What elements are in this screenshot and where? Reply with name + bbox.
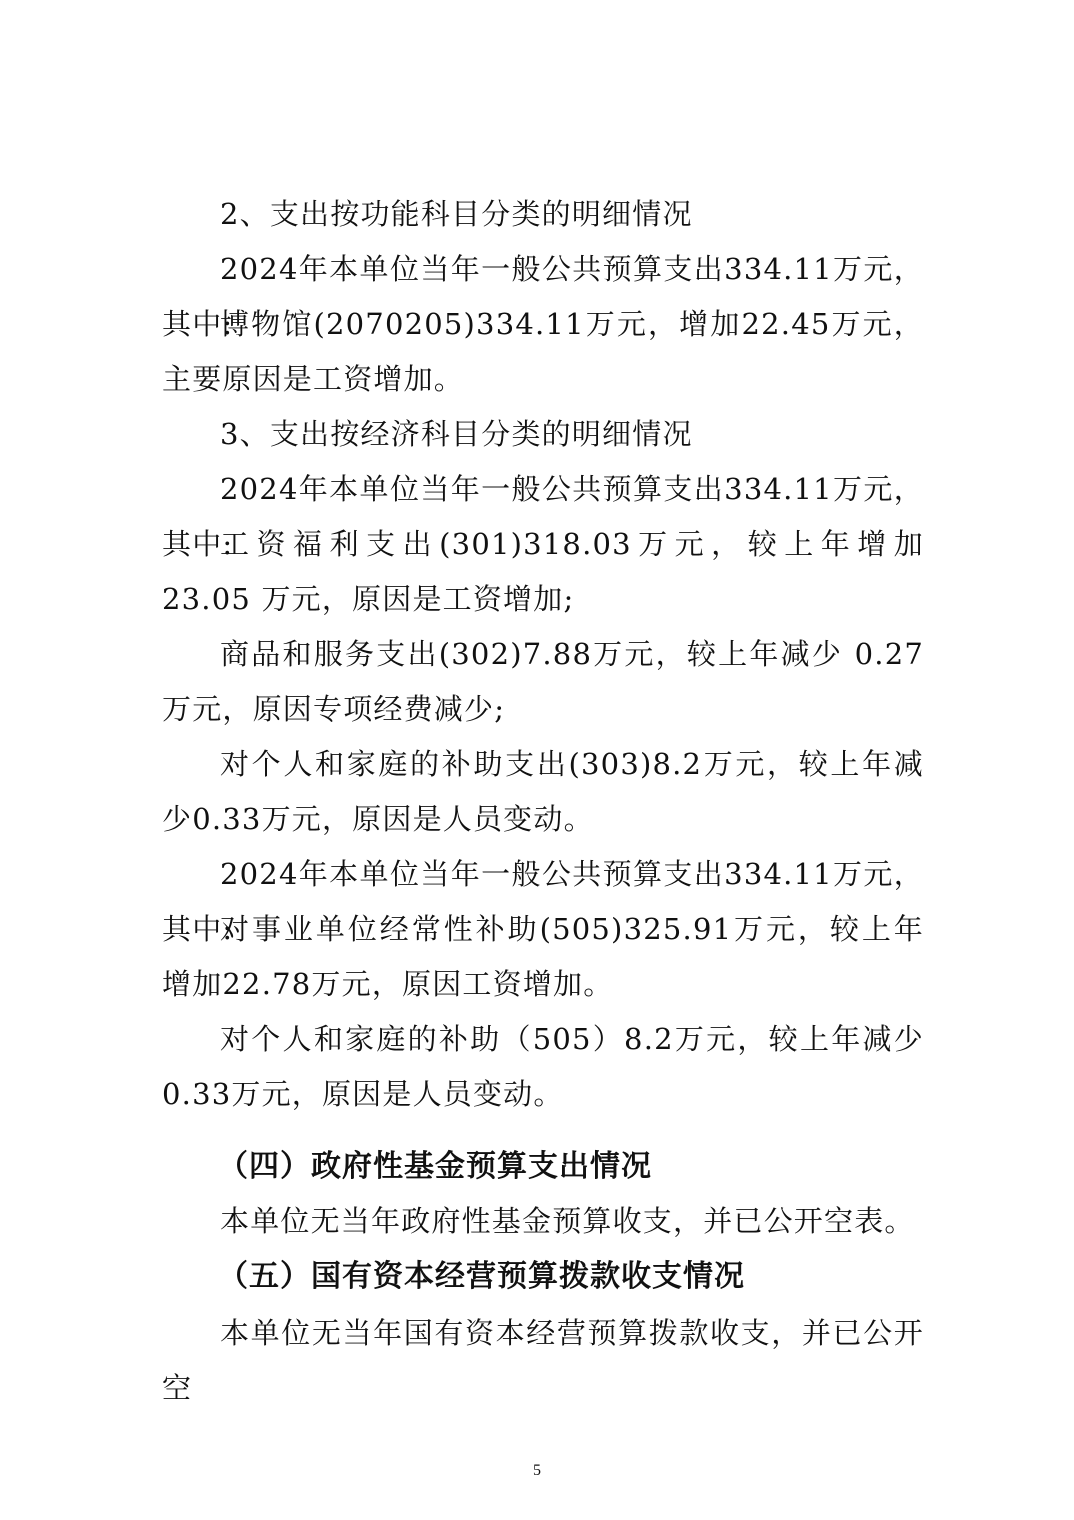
heading-government-fund: （四）政府性基金预算支出情况 (218, 1149, 652, 1184)
paragraph-budget-total-2: 2024年本单位当年一般公共预算支出334.11万元，其中: (162, 472, 924, 561)
paragraph-museum: 博物馆(2070205)334.11万元，增加22.45万元，主要原因是工资增加。 (162, 307, 924, 396)
paragraph-institution-subsidy: 对事业单位经常性补助(505)325.91万元，较上年增加22.78万元，原因工资增加。 (162, 912, 924, 1001)
heading-state-capital: （五）国有资本经营预算拨款收支情况 (218, 1259, 745, 1294)
paragraph-government-fund-none: 本单位无当年政府性基金预算收支，并已公开空表。 (220, 1204, 915, 1238)
paragraph-state-capital-none: 本单位无当年国有资本经营预算拨款收支，并已公开空 (162, 1316, 924, 1405)
paragraph-household-subsidy-505: 对个人和家庭的补助（505）8.2万元，较上年减少 0.33万元，原因是人员变动。 (162, 1022, 924, 1111)
paragraph-wages-welfare: 工资福利支出(301)318.03万元，较上年增加23.05 万元，原因是工资增加; (162, 527, 924, 616)
paragraph-budget-total-1: 2024年本单位当年一般公共预算支出334.11万元，其中: (162, 252, 924, 341)
paragraph-goods-services: 商品和服务支出(302)7.88万元，较上年减少 0.27万元，原因专项经费减少; (162, 637, 924, 726)
page-number: 5 (533, 1462, 541, 1479)
paragraph-household-subsidy: 对个人和家庭的补助支出(303)8.2万元，较上年减少0.33万元，原因是人员变动。 (162, 747, 924, 836)
section-subheading-economic: 3、支出按经济科目分类的明细情况 (220, 417, 693, 451)
section-subheading-functional: 2、支出按功能科目分类的明细情况 (220, 197, 693, 231)
paragraph-budget-total-3: 2024年本单位当年一般公共预算支出334.11万元，其中: (162, 857, 924, 946)
